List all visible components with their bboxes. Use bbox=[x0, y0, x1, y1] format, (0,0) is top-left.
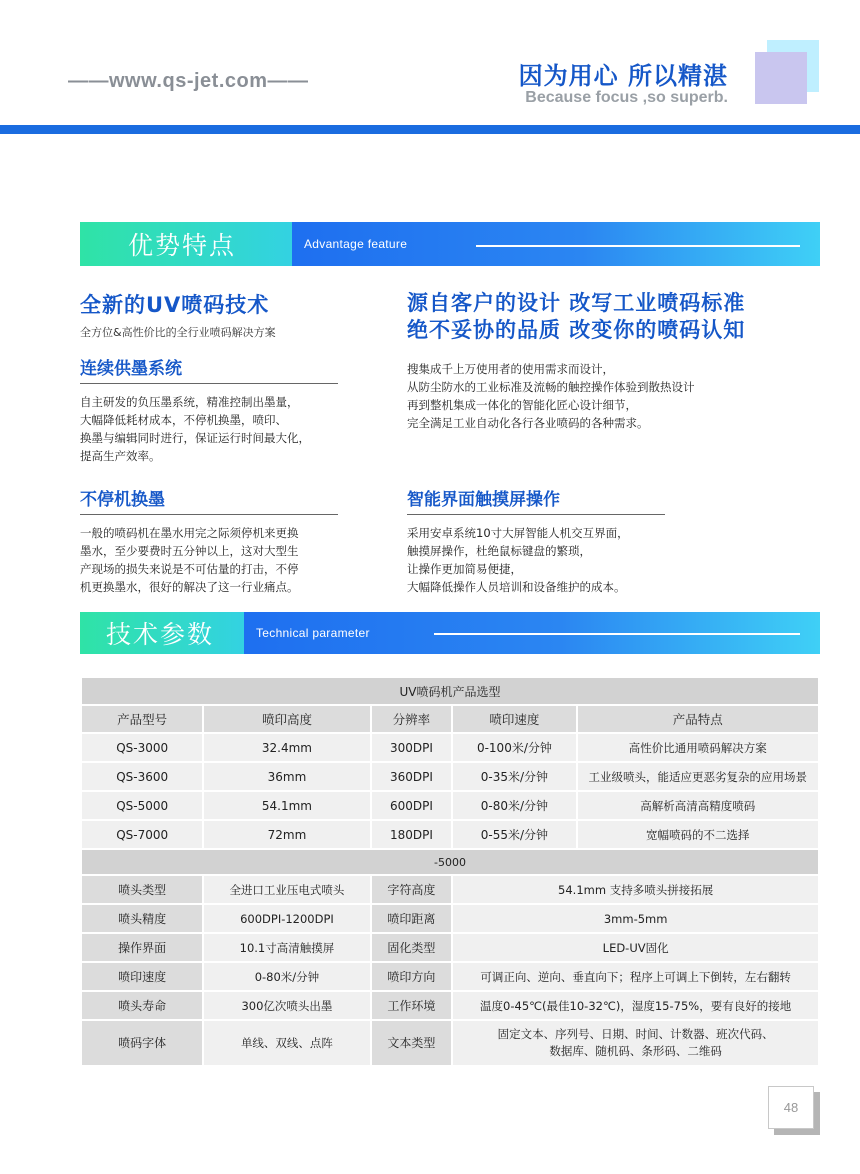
parameter-table bbox=[80, 676, 820, 1067]
spec-value: 600DPI-1200DPI bbox=[204, 905, 369, 932]
spec-key: 喷印速度 bbox=[82, 963, 202, 990]
table-row bbox=[82, 734, 818, 761]
spec-value: 3mm-5mm bbox=[453, 905, 818, 932]
spec-value: 全进口工业压电式喷头 bbox=[204, 876, 369, 903]
table-row bbox=[82, 763, 818, 790]
speed-cell: 0-80米/分钟 bbox=[453, 792, 575, 819]
advantage-banner-blue bbox=[292, 222, 820, 266]
banner-rule bbox=[476, 245, 800, 247]
spec-key: 喷印方向 bbox=[372, 963, 452, 990]
spec-key: 喷印距离 bbox=[372, 905, 452, 932]
header-print-height: 喷印高度 bbox=[204, 706, 369, 732]
spec-value-text-types: 固定文本、序列号、日期、时间、计数器、班次代码、 数据库、随机码、条形码、二维码 bbox=[453, 1021, 818, 1065]
advantage-title-en: Advantage feature bbox=[304, 237, 408, 251]
model-cell: QS-3000 bbox=[82, 734, 202, 761]
resolution-cell: 600DPI bbox=[372, 792, 452, 819]
spec-title: -5000 bbox=[82, 850, 818, 874]
spec-value: 温度0-45℃(最佳10-32℃)，湿度15-75%，要有良好的接地 bbox=[453, 992, 818, 1019]
feature-cell: 高解析高清高精度喷码 bbox=[578, 792, 818, 819]
page-number: 48 bbox=[768, 1086, 814, 1129]
ink-system-text: 自主研发的负压墨系统，精准控制出墨量， 大幅降低耗材成本，不停机换墨，喷印、 换墨与编辑同时进行，保证运行时间最大化， 提高生产效率。 bbox=[80, 395, 310, 463]
resolution-cell: 180DPI bbox=[372, 821, 452, 848]
uv-tech-subtitle: 全方位&高性价比的全行业喷码解决方案 bbox=[80, 326, 276, 339]
spec-value: 10.1寸高清触摸屏 bbox=[204, 934, 369, 961]
speed-cell: 0-35米/分钟 bbox=[453, 763, 575, 790]
speed-cell: 0-100米/分钟 bbox=[453, 734, 575, 761]
header-model: 产品型号 bbox=[82, 706, 202, 732]
slogan-english: Because focus ,so superb. bbox=[525, 89, 728, 106]
spec-key: 喷头类型 bbox=[82, 876, 202, 903]
touchscreen-text: 采用安卓系统10寸大屏智能人机交互界面， 触摸屏操作，杜绝鼠标键盘的繁琐， 让操作更加简易便捷， 大幅降低操作人员培训和设备维护的成本。 bbox=[407, 526, 629, 594]
spec-value: 300亿次喷头出墨 bbox=[204, 992, 369, 1019]
technical-banner bbox=[80, 612, 820, 654]
spec-row bbox=[82, 963, 818, 990]
model-cell: QS-5000 bbox=[82, 792, 202, 819]
spec-row bbox=[82, 876, 818, 903]
technical-banner-blue bbox=[244, 612, 820, 654]
spec-key: 字符高度 bbox=[372, 876, 452, 903]
header-features: 产品特点 bbox=[578, 706, 818, 732]
advantage-title: 优势特点 bbox=[80, 222, 292, 266]
spec-value: 可调正向、逆向、垂直向下；程序上可调上下倒转，左右翻转 bbox=[453, 963, 818, 990]
height-cell: 36mm bbox=[204, 763, 369, 790]
height-cell: 54.1mm bbox=[204, 792, 369, 819]
decor-square-lavender bbox=[755, 52, 807, 104]
spec-key: 喷头寿命 bbox=[82, 992, 202, 1019]
spec-key: 喷码字体 bbox=[82, 1021, 202, 1065]
table-row bbox=[82, 821, 818, 848]
spec-key: 工作环境 bbox=[372, 992, 452, 1019]
spec-key: 喷头精度 bbox=[82, 905, 202, 932]
nonstop-ink-rule bbox=[80, 514, 338, 515]
design-text: 搜集成千上万使用者的使用需求而设计， 从防尘防水的工业标准及流畅的触控操作体验到散热设计 再到整机集成一体化的智能化匠心设计细节， 完全满足工业自动化各行各业喷码的各种需求。 bbox=[407, 362, 695, 430]
technical-title: 技术参数 bbox=[80, 612, 244, 654]
spec-key: 操作界面 bbox=[82, 934, 202, 961]
feature-cell: 工业级喷头，能适应更恶劣复杂的应用场景 bbox=[578, 763, 818, 790]
spec-value: 0-80米/分钟 bbox=[204, 963, 369, 990]
website-url: ——www.qs-jet.com—— bbox=[68, 70, 309, 92]
spec-key: 固化类型 bbox=[372, 934, 452, 961]
spec-row bbox=[82, 934, 818, 961]
spec-value: LED-UV固化 bbox=[453, 934, 818, 961]
design-title-line2: 绝不妥协的品质 改变你的喷码认知 bbox=[407, 318, 746, 342]
model-cell: QS-7000 bbox=[82, 821, 202, 848]
advantage-banner bbox=[80, 222, 820, 266]
design-title-line1: 源自客户的设计 改写工业喷码标准 bbox=[407, 291, 746, 315]
spec-value: 54.1mm 支持多喷头拼接拓展 bbox=[453, 876, 818, 903]
model-cell: QS-3600 bbox=[82, 763, 202, 790]
slogan-chinese: 因为用心 所以精湛 bbox=[518, 62, 728, 90]
banner-rule bbox=[434, 633, 800, 635]
nonstop-ink-text: 一般的喷码机在墨水用完之际须停机来更换 墨水，至少要费时五分钟以上，这对大型生 产现场的损失来说是不可估量的打击，不停 机更换墨水，很好的解决了这一行业痛点。 bbox=[80, 526, 299, 594]
header-print-speed: 喷印速度 bbox=[453, 706, 575, 732]
spec-row bbox=[82, 905, 818, 932]
touchscreen-title: 智能界面触摸屏操作 bbox=[407, 490, 560, 510]
spec-row bbox=[82, 1021, 818, 1065]
uv-tech-title: 全新的UV喷码技术 bbox=[80, 293, 270, 317]
height-cell: 72mm bbox=[204, 821, 369, 848]
resolution-cell: 360DPI bbox=[372, 763, 452, 790]
feature-cell: 高性价比通用喷码解决方案 bbox=[578, 734, 818, 761]
table-row bbox=[82, 792, 818, 819]
table-title: UV喷码机产品选型 bbox=[82, 678, 818, 704]
header-resolution: 分辨率 bbox=[372, 706, 452, 732]
speed-cell: 0-55米/分钟 bbox=[453, 821, 575, 848]
spec-key: 文本类型 bbox=[372, 1021, 452, 1065]
touchscreen-rule bbox=[407, 514, 665, 515]
ink-system-rule bbox=[80, 383, 338, 384]
ink-system-title: 连续供墨系统 bbox=[80, 359, 182, 379]
height-cell: 32.4mm bbox=[204, 734, 369, 761]
nonstop-ink-title: 不停机换墨 bbox=[80, 490, 165, 510]
spec-value: 单线、双线、点阵 bbox=[204, 1021, 369, 1065]
technical-title-en: Technical parameter bbox=[256, 626, 370, 640]
feature-cell: 宽幅喷码的不二选择 bbox=[578, 821, 818, 848]
resolution-cell: 300DPI bbox=[372, 734, 452, 761]
spec-row bbox=[82, 992, 818, 1019]
header-divider-bar bbox=[0, 125, 860, 134]
